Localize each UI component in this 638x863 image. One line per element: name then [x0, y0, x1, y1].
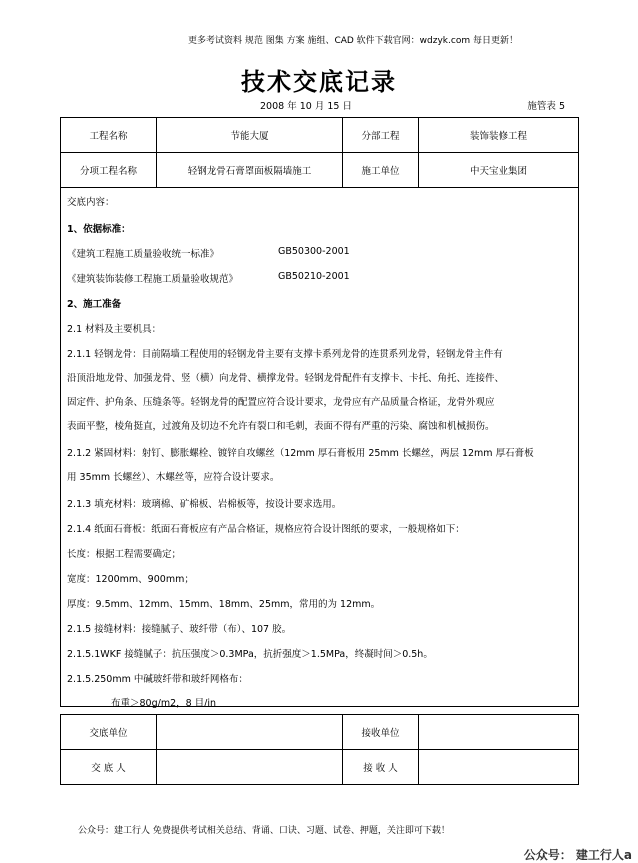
sign-row-1 [61, 715, 579, 750]
width-spec: 宽度：1200mm、900mm； [67, 574, 194, 585]
footer-note: 公众号：建工行人 免费提供考试相关总结、背诵、口诀、习题、试卷、押题，关注即可下载！ [78, 826, 450, 836]
receiver-unit-label: 接收单位 [343, 715, 419, 750]
sign-row-2 [61, 750, 579, 785]
signature-table [60, 714, 579, 785]
project-name-label: 工程名称 [61, 118, 157, 153]
record-date: 2008 年 10 月 15 日 [260, 101, 352, 112]
info-row-2 [61, 153, 579, 188]
division-value: 装饰装修工程 [419, 118, 579, 153]
standard-2-name: 《建筑装饰装修工程施工质量验收规范》 [67, 274, 239, 285]
content-row [61, 188, 579, 707]
thickness-spec: 厚度：9.5mm、12mm、15mm、18mm、25mm，常用的为 12mm。 [67, 599, 381, 610]
standard-1-name: 《建筑工程施工质量验收统一标准》 [67, 249, 220, 260]
unit-label: 施工单位 [343, 153, 419, 188]
top-note: 更多考试资料 规范 图集 方案 施组、CAD 软件下载官网：wdzyk.com 每日更新！ [188, 36, 518, 46]
sub-project-value: 轻钢龙骨石膏罩面板隔墙施工 [157, 153, 343, 188]
sub-project-label: 分项工程名称 [61, 153, 157, 188]
standard-1-code: GB50300-2001 [278, 246, 350, 257]
handover-unit-value [157, 715, 343, 750]
record-table [60, 117, 579, 707]
para-2-1-5-1: 2.1.5.1WKF 接缝腻子：抗压强度＞0.3MPa，抗折强度＞1.5MPa，终凝时间＞0.5h。 [67, 649, 433, 660]
info-row-1 [61, 118, 579, 153]
para-2-1-1-line-2: 沿顶沿地龙骨、加强龙骨、竖（横）向龙骨、横撑龙骨。轻钢龙骨配件有支撑卡、卡托、角托、连接件、 [67, 373, 505, 384]
form-number: 施管表 5 [527, 101, 565, 112]
handover-person-label: 交 底 人 [61, 750, 157, 785]
para-2-1-2-line-2: 用 35mm 长螺丝）、木螺丝等，应符合设计要求。 [67, 472, 280, 483]
para-2-1-1-line-3: 固定件、护角条、压缝条等。轻钢龙骨的配置应符合设计要求，龙骨应有产品质量合格证，龙骨外观应 [67, 397, 495, 408]
handover-person-value [157, 750, 343, 785]
length-spec: 长度：根据工程需要确定； [67, 549, 182, 560]
handover-unit-label: 交底单位 [61, 715, 157, 750]
content-intro: 交底内容： [67, 197, 115, 208]
para-2-1-5-2-spec: 布重＞80g/m2，8 目/in [111, 698, 217, 709]
watermark: 公众号： 建工行人a [523, 848, 632, 862]
unit-value: 中天宝业集团 [419, 153, 579, 188]
para-2-1-5: 2.1.5 接缝材料：接缝腻子、玻纤带（布）、107 胶。 [67, 624, 292, 635]
para-2-1-2-line-1: 2.1.2 紧固材料：射钉、膨胀螺栓、镀锌自攻螺丝（12mm 厚石膏板用 25mm 长螺丝，两层 12mm 厚石膏板 [67, 448, 534, 459]
section-2-1: 2.1 材料及主要机具： [67, 324, 162, 335]
para-2-1-5-2: 2.1.5.250mm 中碱玻纤带和玻纤网格布： [67, 674, 248, 685]
receiver-person-label: 接 收 人 [343, 750, 419, 785]
para-2-1-3: 2.1.3 填充材料：玻璃棉、矿棉板、岩棉板等，按设计要求选用。 [67, 499, 342, 510]
standard-2-code: GB50210-2001 [278, 271, 350, 282]
section-2-title: 2、施工准备 [67, 299, 122, 310]
para-2-1-1-line-1: 2.1.1 轻钢龙骨：目前隔墙工程使用的轻钢龙骨主要有支撑卡系列龙骨的连贯系列龙骨，轻钢龙骨主件有 [67, 349, 503, 360]
project-name-value: 节能大厦 [157, 118, 343, 153]
receiver-unit-value [419, 715, 579, 750]
division-label: 分部工程 [343, 118, 419, 153]
page-title: 技术交底记录 [241, 68, 397, 96]
para-2-1-1-line-4: 表面平整，棱角挺直，过渡角及切边不允许有裂口和毛刺，表面不得有严重的污染、腐蚀和机械损伤。 [67, 421, 495, 432]
section-1-title: 1、依据标准： [67, 224, 131, 235]
para-2-1-4: 2.1.4 纸面石膏板：纸面石膏板应有产品合格证，规格应符合设计图纸的要求，一般规格如下： [67, 524, 465, 535]
receiver-person-value [419, 750, 579, 785]
content-cell [61, 188, 579, 707]
